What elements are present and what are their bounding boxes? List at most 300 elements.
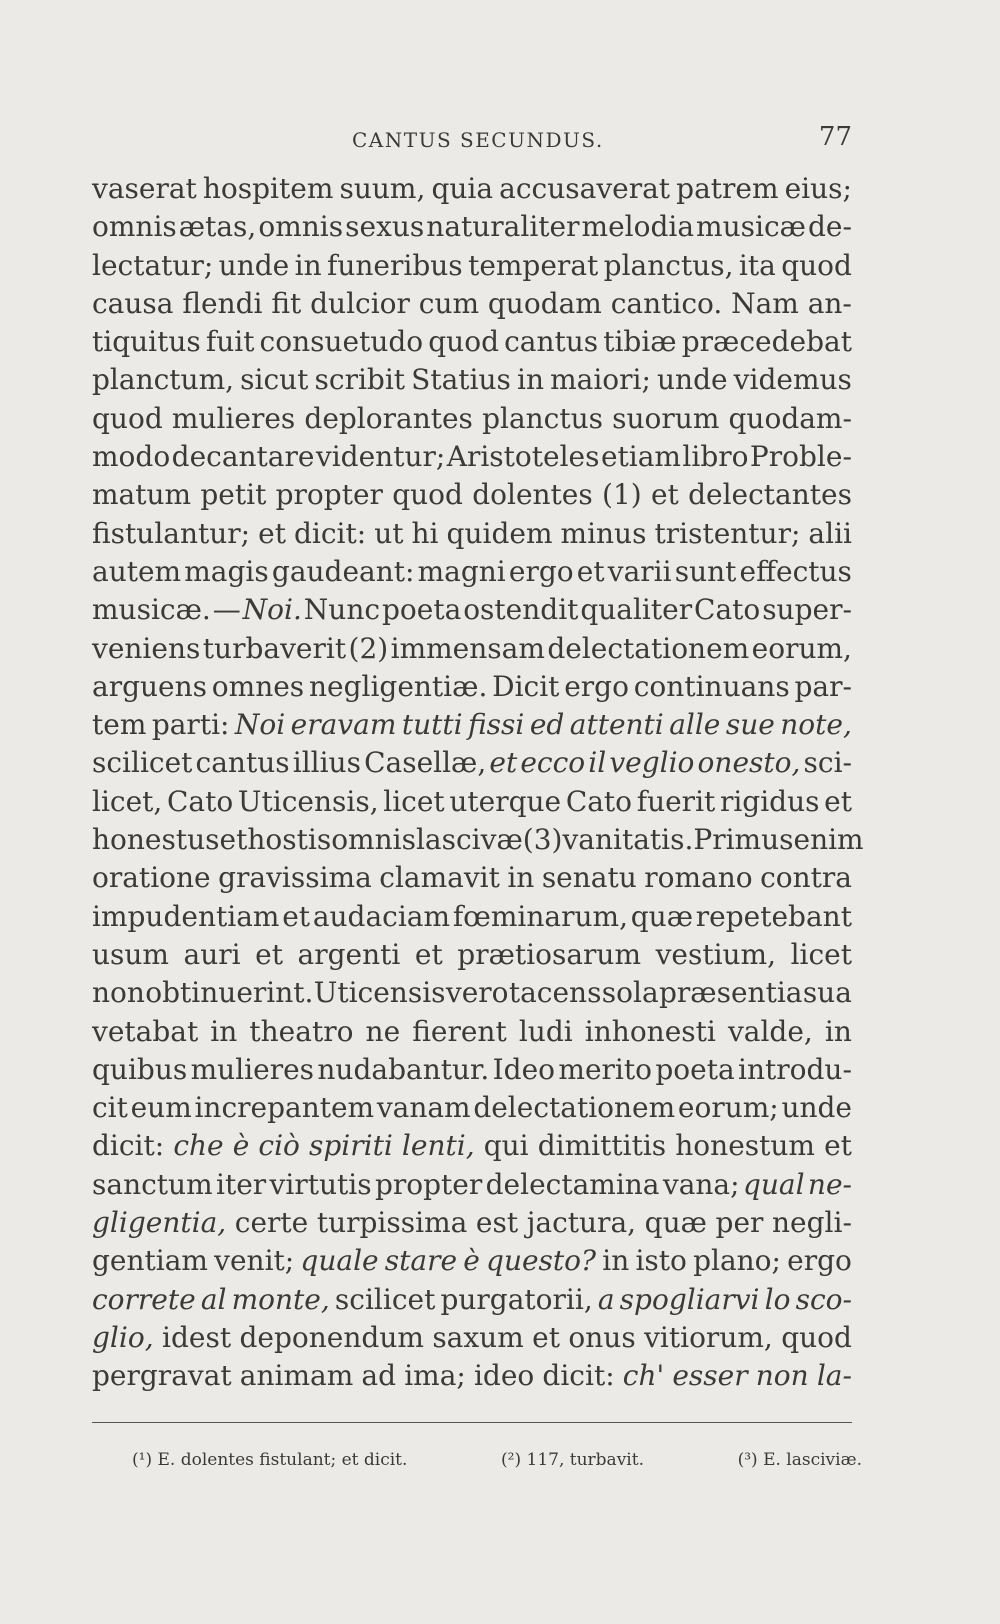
text-line <box>92 974 852 1012</box>
word: onus <box>568 1320 636 1354</box>
word: inhonesti <box>584 1014 716 1048</box>
word: poeta <box>655 1052 735 1086</box>
word: cantico. <box>610 286 723 320</box>
word: virtutis <box>269 1167 372 1201</box>
word: Noi. <box>242 593 302 627</box>
word: pergravat <box>92 1359 232 1393</box>
word: audaciam <box>312 899 451 933</box>
word: omnis <box>258 210 344 244</box>
word: usum <box>92 937 169 971</box>
word: propter <box>374 1167 483 1201</box>
text-line <box>92 1089 852 1127</box>
word: in <box>294 248 322 282</box>
word: che <box>173 1129 224 1163</box>
word: negligentiæ. <box>308 669 488 703</box>
word: autem <box>92 554 182 588</box>
footnotes <box>132 1450 862 1470</box>
word: honestus <box>92 823 220 857</box>
word: dicit: <box>92 1129 165 1163</box>
word: et <box>258 516 286 550</box>
text-line <box>92 247 852 285</box>
word: et <box>414 937 443 971</box>
word: il <box>588 746 607 780</box>
word: Noi <box>234 708 286 742</box>
word: Cato <box>167 784 234 818</box>
word: senatu <box>541 861 637 895</box>
text-line <box>92 1357 852 1395</box>
word: ostendit <box>463 593 579 627</box>
word: magis <box>184 554 269 588</box>
word: increpantem <box>194 1091 375 1125</box>
word: propter <box>275 478 383 512</box>
running-head <box>92 118 852 158</box>
word: licet, <box>92 784 163 818</box>
word: unde <box>218 248 290 282</box>
word: valde, <box>727 1014 813 1048</box>
word: vana; <box>662 1167 740 1201</box>
word: è <box>232 1129 250 1163</box>
word: Proble- <box>749 440 852 474</box>
word: alii <box>808 516 852 550</box>
word: fistulantur; <box>92 516 251 550</box>
word: in <box>824 1014 852 1048</box>
word: et <box>824 1129 852 1163</box>
word: delectantes <box>688 478 852 512</box>
word: rigidus <box>719 784 820 818</box>
word: ima; <box>404 1359 466 1393</box>
word: immensam <box>390 631 545 665</box>
word: certe <box>234 1206 309 1240</box>
word: delectationem <box>547 631 750 665</box>
word: vero <box>445 976 509 1010</box>
text-line <box>92 1204 852 1242</box>
body-text <box>92 170 864 1396</box>
word: quod <box>428 325 499 359</box>
word: parti: <box>151 708 230 742</box>
word: sco- <box>795 1282 852 1316</box>
word: turbaverit <box>202 631 347 665</box>
word: omnes <box>211 669 305 703</box>
word: Nam <box>731 286 799 320</box>
word: planctus, <box>603 248 734 282</box>
word: licet <box>383 784 445 818</box>
page-number: 77 <box>818 122 852 152</box>
word: cum <box>418 286 480 320</box>
word: lectatur; <box>92 248 214 282</box>
word: delectamina <box>485 1167 660 1201</box>
word: qualiter <box>580 593 693 627</box>
word: dulcior <box>310 286 410 320</box>
word: questo? <box>486 1244 597 1278</box>
word: glio, <box>92 1320 154 1354</box>
word: est <box>475 1206 519 1240</box>
word: spogliarvi <box>619 1282 760 1316</box>
word: eius; <box>784 172 852 205</box>
word: vestium, <box>655 937 777 971</box>
word: suum, <box>339 172 426 205</box>
word: vaserat <box>92 172 197 205</box>
word: poeta <box>381 593 462 627</box>
word: et <box>255 937 283 971</box>
word: Uticensis <box>313 976 446 1010</box>
word: veniens <box>92 631 201 665</box>
word: gligentia, <box>92 1206 227 1240</box>
word: et <box>489 746 518 780</box>
word: esser <box>672 1359 748 1393</box>
word: ecco <box>520 746 586 780</box>
word: scribit <box>314 363 406 397</box>
word: accusaverat <box>499 172 671 205</box>
word: sue <box>725 708 775 742</box>
word: ch' <box>622 1359 665 1393</box>
word: tibiæ <box>603 325 677 359</box>
word: quibus <box>92 1052 188 1086</box>
word: romano <box>644 861 753 895</box>
word: gentiam <box>92 1244 208 1278</box>
word: mulieres <box>190 1052 315 1086</box>
word: hostis <box>247 823 332 857</box>
word: argenti <box>297 937 401 971</box>
word: idest <box>162 1320 232 1354</box>
word: quod <box>92 401 163 435</box>
word: ed <box>529 708 565 742</box>
word: fuit <box>205 325 255 359</box>
word: non <box>92 976 145 1010</box>
word: dicit: <box>293 516 367 550</box>
word: vanam <box>376 1091 471 1125</box>
footnote-2: (²) 117, turbavit. <box>501 1450 644 1470</box>
word: al <box>200 1282 227 1316</box>
word: negli- <box>772 1206 852 1240</box>
word: eorum; <box>677 1091 779 1125</box>
word: illius <box>292 746 361 780</box>
word: ciò <box>258 1129 300 1163</box>
text-line <box>92 476 852 514</box>
word: planctus <box>482 401 604 435</box>
word: gaudeant: <box>271 554 415 588</box>
word: et <box>532 1320 560 1354</box>
word: Casellæ, <box>364 746 487 780</box>
word: consuetudo <box>259 325 424 359</box>
word: melodia <box>581 210 695 244</box>
word: licet <box>790 937 852 971</box>
word: musicæ. <box>92 593 211 627</box>
word: continuans <box>633 669 790 703</box>
text-line <box>92 898 852 936</box>
text-line <box>92 438 852 476</box>
word: suorum <box>612 401 720 435</box>
word: petit <box>200 478 267 512</box>
word: super- <box>762 593 852 627</box>
word: sunt <box>674 554 737 588</box>
word: et <box>576 554 605 588</box>
word: scilicet <box>334 1282 436 1316</box>
word: par- <box>794 669 852 703</box>
word: in <box>516 363 544 397</box>
word: tiquitus <box>92 325 201 359</box>
word: plano; <box>693 1244 781 1278</box>
word: ad <box>361 1359 397 1393</box>
word: maiori; <box>550 363 651 397</box>
word: tristentur; <box>654 516 801 550</box>
word: qual <box>742 1167 805 1201</box>
word: temperat <box>468 248 599 282</box>
footnote-rule <box>92 1422 852 1423</box>
word: Statius <box>411 363 511 397</box>
text-line <box>92 936 852 974</box>
word: Primus <box>693 823 794 857</box>
word: quia <box>431 172 494 205</box>
word: eum <box>130 1091 192 1125</box>
word: in <box>602 1244 630 1278</box>
word: lenti, <box>401 1129 475 1163</box>
word: sua <box>802 976 852 1010</box>
word: deponendum <box>239 1320 424 1354</box>
word: ergo <box>787 1244 852 1278</box>
word: sicut <box>240 363 309 397</box>
word: tacens <box>508 976 602 1010</box>
word: ne <box>365 1014 401 1048</box>
word: è <box>463 1244 480 1278</box>
word: nudabantur. <box>317 1052 490 1086</box>
word: la- <box>816 1359 852 1393</box>
text-line <box>92 515 852 553</box>
word: Nunc <box>303 593 381 627</box>
word: Dicit <box>492 669 560 703</box>
word: stare <box>384 1244 458 1278</box>
text-line <box>92 1013 852 1051</box>
text-line <box>92 208 852 246</box>
word: note, <box>780 708 852 742</box>
word: obtinuerint. <box>145 976 314 1010</box>
text-line <box>92 361 852 399</box>
text-line <box>92 783 852 821</box>
word: contra <box>760 861 852 895</box>
word: isto <box>635 1244 687 1278</box>
word: uterque <box>449 784 562 818</box>
word: clamavit <box>379 861 500 895</box>
word: cit <box>92 1091 128 1125</box>
word: jactura, <box>526 1206 637 1240</box>
word: dimittitis <box>537 1129 667 1163</box>
word: oratione <box>92 861 211 895</box>
word: planctum, <box>92 363 235 397</box>
word: ideo <box>473 1359 535 1393</box>
word: vetabat <box>92 1014 199 1048</box>
text-line <box>92 821 864 859</box>
word: sanctum <box>92 1167 213 1201</box>
word: ita <box>738 248 776 282</box>
text-line <box>92 1281 852 1319</box>
word: non <box>755 1359 809 1393</box>
word: decantare <box>171 440 315 474</box>
text-line <box>92 400 852 438</box>
word: fœminarum, <box>452 899 628 933</box>
word: ergo <box>508 554 574 588</box>
word: sci- <box>803 746 852 780</box>
text-line <box>92 553 852 591</box>
text-line <box>92 323 852 361</box>
word: correte <box>92 1282 196 1316</box>
word: modo <box>92 440 171 474</box>
word: Cato <box>565 784 633 818</box>
word: sexus <box>345 210 425 244</box>
word: ergo <box>564 669 629 703</box>
word: hospitem <box>202 172 334 205</box>
word: et <box>650 478 679 512</box>
word: (2) <box>348 631 389 665</box>
word: dolentes <box>472 478 593 512</box>
word: Uticensis, <box>237 784 379 818</box>
text-line <box>92 1319 852 1357</box>
word: quod <box>781 248 852 282</box>
word: quodam- <box>728 401 852 435</box>
word: ætas, <box>178 210 257 244</box>
word: unde <box>657 363 728 397</box>
word: quæ <box>644 1206 707 1240</box>
word: repetebant <box>695 899 852 933</box>
word: gravissima <box>218 861 372 895</box>
word: ne- <box>807 1167 852 1201</box>
word: Aristoteles <box>446 440 600 474</box>
word: vanitatis. <box>562 823 694 857</box>
text-line <box>92 1242 852 1280</box>
word: cantus <box>195 746 290 780</box>
text-line <box>92 744 852 782</box>
word: unde <box>781 1091 852 1125</box>
word: mulieres <box>171 401 296 435</box>
word: etiam <box>600 440 681 474</box>
word: in <box>507 861 535 895</box>
word: turpissima <box>316 1206 468 1240</box>
word: magni <box>417 554 506 588</box>
word: funeribus <box>327 248 463 282</box>
word: Cato <box>694 593 761 627</box>
word: (3) <box>522 823 563 857</box>
word: præsentia <box>658 976 803 1010</box>
footnote-3: (³) E. lasciviæ. <box>737 1450 862 1470</box>
word: præcedebat <box>681 325 852 359</box>
word: purgatorii, <box>440 1282 593 1316</box>
word: omnis <box>92 210 177 244</box>
word: tutti <box>401 708 463 742</box>
word: eorum, <box>751 631 852 665</box>
word: quodam <box>487 286 602 320</box>
word: monte, <box>231 1282 330 1316</box>
word: fuerit <box>636 784 716 818</box>
text-line <box>92 1051 852 1089</box>
footnote-1: (¹) E. dolentes fistulant; et dicit. <box>132 1450 408 1470</box>
word: et <box>824 784 852 818</box>
word: impudentiam <box>92 899 280 933</box>
word: alle <box>669 708 721 742</box>
word: varii <box>607 554 672 588</box>
word: iter <box>216 1167 267 1201</box>
word: patrem <box>676 172 779 205</box>
word: in <box>210 1014 238 1048</box>
word: theatro <box>249 1014 354 1048</box>
text-line <box>92 668 852 706</box>
word: auri <box>183 937 241 971</box>
word: minus <box>560 516 647 550</box>
text-line <box>92 170 852 208</box>
text-line <box>92 630 852 668</box>
text-line <box>92 1166 852 1204</box>
running-title: CANTUS SECUNDUS. <box>352 128 604 152</box>
word: vitiorum, <box>644 1320 773 1354</box>
word: Ideo <box>492 1052 556 1086</box>
word: a <box>597 1282 615 1316</box>
word: — <box>212 593 241 627</box>
word: delectationem <box>473 1091 676 1125</box>
word: et <box>282 899 311 933</box>
word: libro <box>682 440 749 474</box>
word: introdu- <box>738 1052 852 1086</box>
word: lo <box>764 1282 791 1316</box>
word: enim <box>793 823 864 857</box>
text-line <box>92 1127 852 1165</box>
word: venit; <box>214 1244 295 1278</box>
word: attenti <box>569 708 664 742</box>
word: prætiosarum <box>457 937 642 971</box>
word: et <box>219 823 248 857</box>
word: quale <box>300 1244 379 1278</box>
word: eravam <box>290 708 397 742</box>
text-line <box>92 706 852 744</box>
text-line <box>92 859 852 897</box>
word: sola <box>601 976 659 1010</box>
word: cantus <box>504 325 599 359</box>
word: quod <box>781 1320 852 1354</box>
word: omnis <box>331 823 416 857</box>
word: hi <box>411 516 439 550</box>
word: videntur; <box>315 440 446 474</box>
word: arguens <box>92 669 208 703</box>
word: lascivæ <box>415 823 523 857</box>
word: veglio <box>609 746 695 780</box>
word: saxum <box>432 1320 524 1354</box>
word: deplorantes <box>304 401 473 435</box>
word: dicit: <box>542 1359 615 1393</box>
text-line <box>92 285 852 323</box>
word: per <box>715 1206 764 1240</box>
word: videmus <box>733 363 852 397</box>
word: effectus <box>739 554 852 588</box>
word: animam <box>239 1359 354 1393</box>
word: quidem <box>446 516 553 550</box>
word: scilicet <box>92 746 193 780</box>
word: (1) <box>602 478 642 512</box>
word: quod <box>392 478 463 512</box>
word: flendi <box>182 286 263 320</box>
word: fit <box>271 286 302 320</box>
word: tem <box>92 708 147 742</box>
word: fierent <box>412 1014 507 1048</box>
word: musicæ <box>696 210 806 244</box>
word: qui <box>483 1129 529 1163</box>
word: ludi <box>518 1014 573 1048</box>
word: onesto, <box>697 746 801 780</box>
word: an- <box>807 286 852 320</box>
word: fissi <box>468 708 525 742</box>
word: merito <box>558 1052 652 1086</box>
word: ut <box>374 516 404 550</box>
word: causa <box>92 286 174 320</box>
word: honestum <box>675 1129 815 1163</box>
word: de- <box>807 210 852 244</box>
word: spiriti <box>309 1129 393 1163</box>
word: matum <box>92 478 192 512</box>
